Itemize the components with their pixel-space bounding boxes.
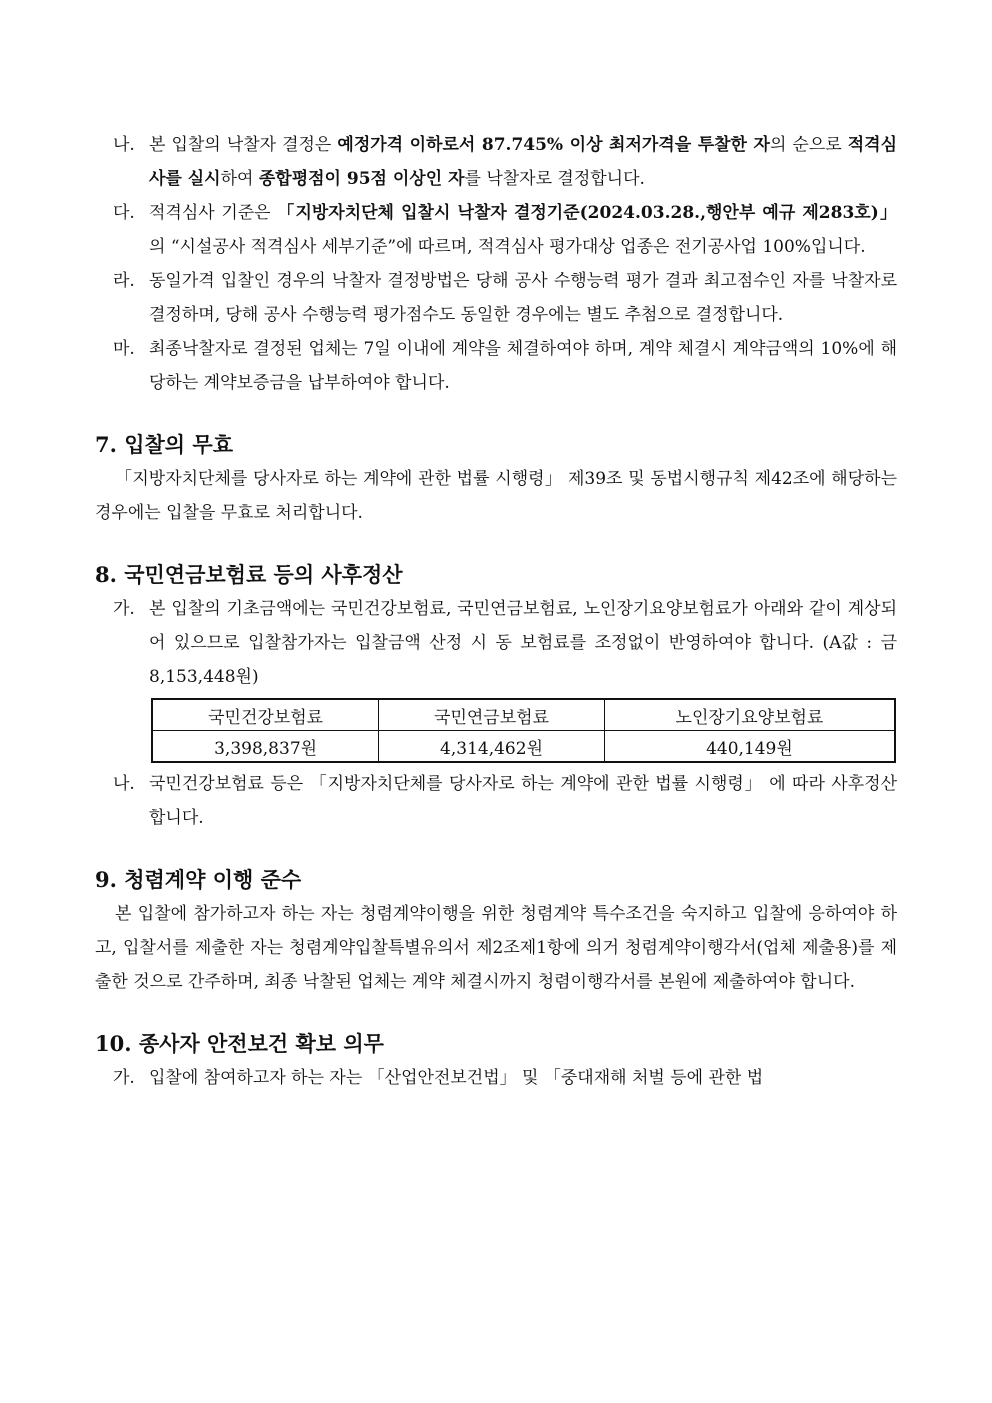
clause-6-na: 나. 본 입찰의 낙찰자 결정은 예정가격 이하로서 87.745% 이상 최저가격을 투찰한 자의 순으로 적격심사를 실시하여 종합평점이 95점 이상인 자를 낙찰자로 결정합니다.: [95, 128, 897, 196]
document-page: [95, 128, 897, 1095]
clause-8-ga: 가. 본 입찰의 기초금액에는 국민건강보험료, 국민연금보험료, 노인장기요양보험료가 아래와 같이 계상되어 있으므로 입찰참가자는 입찰금액 산정 시 동 보험료를 조정없이 반영하여야 합니다. (A값 : 금8,153,448원): [95, 592, 897, 694]
table-header-row: [152, 699, 895, 731]
table-header-cell: 노인장기요양보험료: [604, 699, 895, 731]
list-marker: 라.: [113, 271, 135, 291]
section-9-text: 본 입찰에 참가하고자 하는 자는 청렴계약이행을 위한 청렴계약 특수조건을 숙지하고 입찰에 응하여야 하고, 입찰서를 제출한 자는 청렴계약입찰특별유의서 제2조제1항에 의거 청렴계약이행각서(업체 제출용)를 제출한 것으로 간주하며, 최종 낙찰된 업체는 계약 체결시까지 청렴이행각서를 본원에 제출하여야 합니다.: [95, 904, 897, 992]
section-7-text: 「지방자치단체를 당사자로 하는 계약에 관한 법률 시행령」 제39조 및 동법시행규칙 제42조에 해당하는 경우에는 입찰을 무효로 처리합니다.: [95, 469, 897, 523]
table-cell: 440,149원: [604, 731, 895, 763]
table-cell: 3,398,837원: [152, 731, 379, 763]
clause-10-ga: 가. 입찰에 참여하고자 하는 자는 「산업안전보건법」 및 「중대재해 처벌 등에 관한 법: [95, 1061, 897, 1095]
clause-6-da: 다. 적격심사 기준은 「지방자치단체 입찰시 낙찰자 결정기준(2024.03.28.,행안부 예규 제283호)」 의 “시설공사 적격심사 세부기준”에 따르며, 적격심사 평가대상 업종은 전기공사업 100%입니다.: [95, 196, 897, 264]
list-marker: 가.: [113, 599, 135, 619]
section-heading: 8. 국민연금보험료 등의 사후정산: [95, 562, 403, 587]
table-header-cell: 국민건강보험료: [152, 699, 379, 731]
table-row: [152, 731, 895, 763]
clause-6-ra: 라. 동일가격 입찰인 경우의 낙찰자 결정방법은 당해 공사 수행능력 평가 결과 최고점수인 자를 낙찰자로 결정하며, 당해 공사 수행능력 평가점수도 동일한 경우에는 별도 추첨으로 결정합니다.: [95, 264, 897, 332]
bold-phrase: 예정가격 이하로서 87.745% 이상 최저가격을 투찰한 자: [337, 135, 770, 155]
bold-phrase: 종합평점이 95점 이상인 자: [258, 169, 465, 189]
list-marker: 나.: [113, 774, 135, 794]
bold-phrase: 적격심사를 실시: [149, 135, 898, 189]
section-heading: 10. 종사자 안전보건 확보 의무: [95, 1031, 384, 1056]
list-marker: 가.: [113, 1068, 135, 1088]
list-marker: 마.: [113, 339, 135, 359]
table-header-cell: 국민연금보험료: [379, 699, 605, 731]
clause-6-ma: 마. 최종낙찰자로 결정된 업체는 7일 이내에 계약을 체결하여야 하며, 계약 체결시 계약금액의 10%에 해당하는 계약보증금을 납부하여야 합니다.: [95, 332, 897, 400]
clause-8-na: 나. 국민건강보험료 등은 「지방자치단체를 당사자로 하는 계약에 관한 법률 시행령」 에 따라 사후정산 합니다.: [95, 767, 897, 835]
table-cell: 4,314,462원: [379, 731, 605, 763]
section-heading: 7. 입찰의 무효: [95, 432, 233, 457]
list-marker: 다.: [113, 203, 135, 223]
list-marker: 나.: [113, 135, 135, 155]
bold-phrase: 「지방자치단체 입찰시 낙찰자 결정기준(2024.03.28.,행안부 예규 제283호)」: [277, 203, 897, 223]
section-heading: 9. 청렴계약 이행 준수: [95, 867, 302, 892]
insurance-table: [151, 698, 896, 763]
